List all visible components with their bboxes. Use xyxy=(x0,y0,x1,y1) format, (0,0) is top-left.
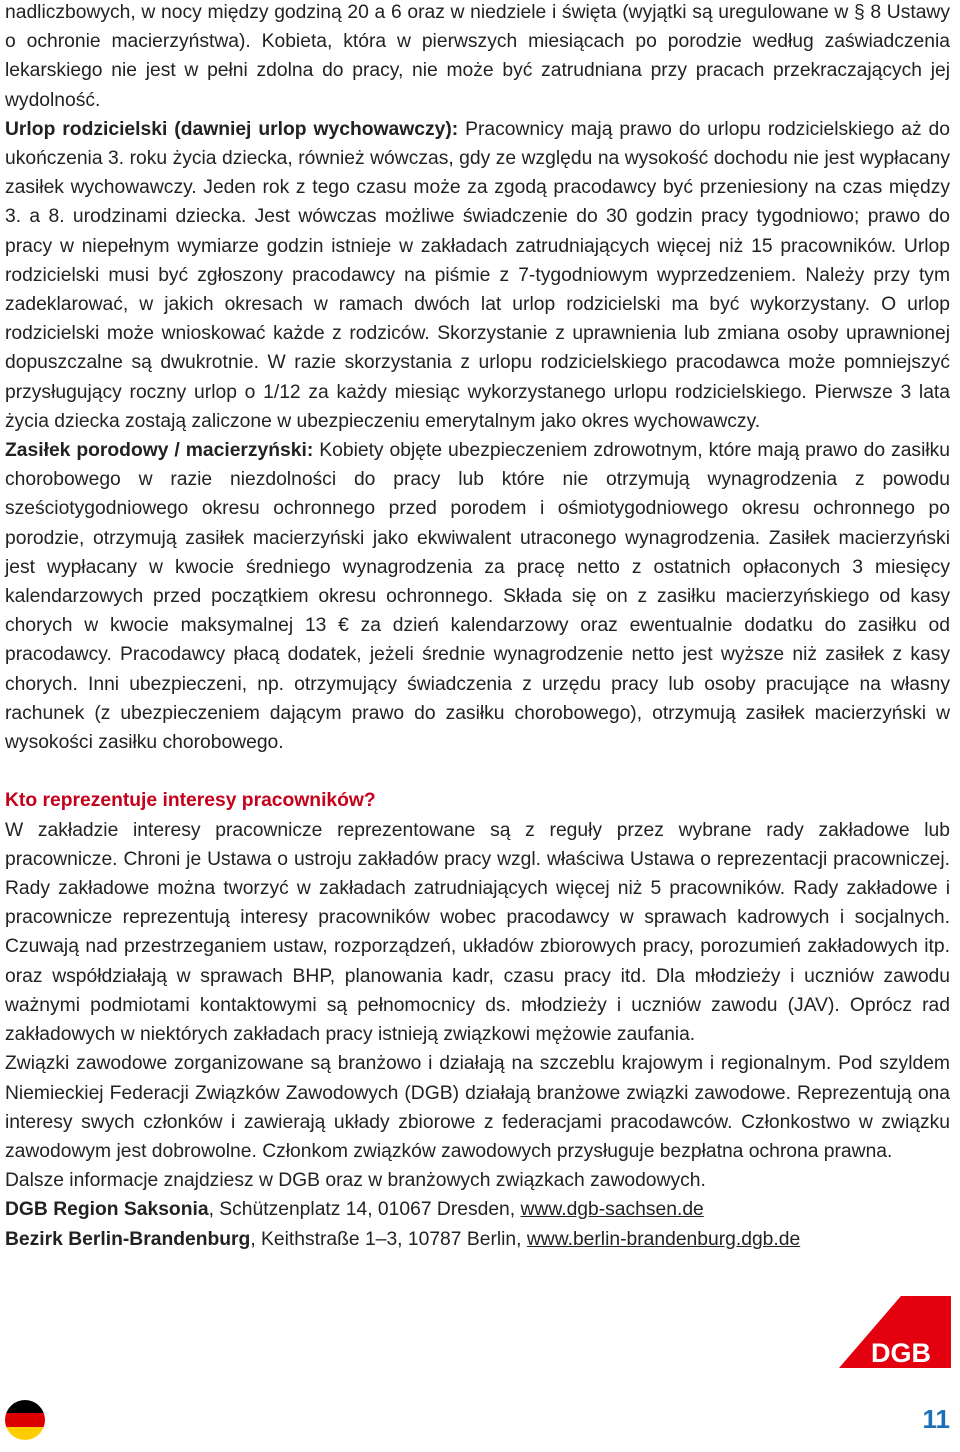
parental-leave-lead: Urlop rodzicielski (dawniej urlop wychowawczy): xyxy=(5,118,459,140)
link-berlin-brandenburg[interactable]: www.berlin-brandenburg.dgb.de xyxy=(526,1228,801,1250)
paragraph-further-info: Dalsze informacje znajdziesz w DGB oraz w branżowych związkach zawodowych. xyxy=(5,1170,706,1192)
paragraph-maternity-allowance: Zasiłek porodowy / macierzyński: Kobiety objęte ubezpieczeniem zdrowotnym, które mają prawo do zasiłku chorobowego w razie niezdolności do pracy lub które nie otrzymują wynagrodzenia z powodu sześciotygodniowego okresu ochronnego przed porodem i ośmiotygodniowego okresu ochronnego po porodzie, otrzymują zasiłek macierzyński jako ekwiwalent utraconego wynagrodzenia. Zasiłek macierzyński jest wypłacany w kwocie średniego wynagrodzenia za pracę netto z ostatnich opłaconych 3 miesięcy kalendarzowych przed początkiem okresu ochronnego. Składa się on z zasiłku macierzyńskiego od kasy chorych w kwocie maksymalnej 13 € za dzień kalendarzowy oraz ewentualnie dodatku do zasiłku od pracodawcy. Pracodawcy płacą dodatek, jeżeli średnie wynagrodzenie netto jest wyższe niż zasiłek z kasy chorych. Inni ubezpieczeni, np. otrzymujący świadczenia z urzędu pracy lub osoby pracujące na własny rachunek (z ubezpieczeniem dającym prawo do zasiłku chorobowego), otrzymują zasiłek macierzyński w wysokości zasiłku chorobowego. xyxy=(5,440,951,754)
document-body xyxy=(5,0,950,1254)
dgb-logo xyxy=(839,1296,951,1368)
paragraph-works-councils: W zakładzie interesy pracownicze reprezentowane są z reguły przez wybrane rady zakładowe lub pracownicze. Chroni je Ustawa o ustroju zakładów pracy wzgl. właściwa Ustawa o reprezentacji pracowniczej. Rady zakładowe można tworzyć w zakładach zatrudniających więcej niż 5 pracowników. Rady zakładowe i pracownicze reprezentują interesy pracowników wobec pracodawcy w sprawach kadrowych i socjalnych. Czuwają nad przestrzeganiem ustaw, rozporządzeń, układów zbiorowych pracy, porozumień zakładowych itp. oraz współdziałają w sprawach BHP, planowania kadr, czasu pracy itd. Dla młodzieży i uczniów zawodu ważnymi podmiotami kontaktowymi są pełnomocnicy ds. młodzieży i uczniów zawodu (JAV). Oprócz rad zakładowych w niektórych zakładach pracy istnieją związkowi mężowie zaufania. xyxy=(5,819,950,1046)
page-number: 11 xyxy=(922,1404,950,1434)
contact-dgb-saxony: DGB Region Saksonia, Schützenplatz 14, 01067 Dresden, www.dgb-sachsen.de xyxy=(5,1199,704,1221)
section-heading: Kto reprezentuje interesy pracowników? xyxy=(5,790,376,812)
link-dgb-sachsen[interactable]: www.dgb-sachsen.de xyxy=(520,1199,704,1221)
paragraph-trade-unions: Związki zawodowe zorganizowane są branżowo i działają na szczeblu krajowym i regionalnym. Pod szyldem Niemieckiej Federacji Związków Zawodowych (DGB) działają branżowe związki zawodowe. Reprezentują ona interesy swych członków i zawierają układy zbiorowe z federacjami pracodawców. Członkostwo w związku zawodowym jest dobrowolne. Członkom związków zawodowych przysługuje bezpłatna ochrona prawna. xyxy=(5,1053,950,1162)
dgb-logo-text: DGB xyxy=(871,1338,931,1368)
german-flag-icon xyxy=(5,1400,45,1440)
maternity-allowance-lead: Zasiłek porodowy / macierzyński: xyxy=(5,440,314,462)
contact-berlin-brandenburg: Bezirk Berlin-Brandenburg, Keithstraße 1–3, 10787 Berlin, www.berlin-brandenburg.dgb.de xyxy=(5,1228,801,1250)
paragraph-parental-leave: Urlop rodzicielski (dawniej urlop wychowawczy): Pracownicy mają prawo do urlopu rodzicielskiego aż do ukończenia 3. roku życia dziecka, również wówczas, gdy ze względu na wysokość dochodu nie jest wypłacany zasiłek wychowawczy. Jeden rok z tego czasu może za zgodą pracodawcy być przeniesiony na czas między 3. a 8. urodzinami dziecka. Jest wówczas możliwe świadczenie do 30 godzin pracy tygodniowo; prawo do pracy w niepełnym wymiarze godzin istnieje w zakładach zatrudniających więcej niż 15 pracowników. Urlop rodzicielski musi być zgłoszony pracodawcy na piśmie z 7-tygodniowym wyprzedzeniem. Należy przy tym zadeklarować, w jakich okresach w ramach dwóch lat urlop rodzicielski ma być wykorzystany. O urlop rodzicielski może wnioskować każde z rodziców. Skorzystanie z uprawnienia lub zmiana osoby uprawnionej dopuszczalne są dwukrotnie. W razie skorzystania z urlopu rodzicielskiego pracodawca może pomniejszyć przysługujący roczny urlop o 1/12 za każdy miesiąc wykorzystanego urlopu rodzicielskiego. Pierwsze 3 lata życia dziecka zostają zaliczone w ubezpieczeniu emerytalnym jako okres wychowawczy. xyxy=(5,118,950,432)
paragraph-maternity-protection: nadliczbowych, w nocy między godziną 20 a 6 oraz w niedziele i święta (wyjątki są uregulowane w § 8 Ustawy o ochronie macierzyństwa). Kobieta, która w pierwszych miesiącach po porodzie według zaświadczenia lekarskiego nie jest w pełni zdolna do pracy, nie może być zatrudniana przy pracach przekraczających jej wydolność. xyxy=(5,2,950,111)
